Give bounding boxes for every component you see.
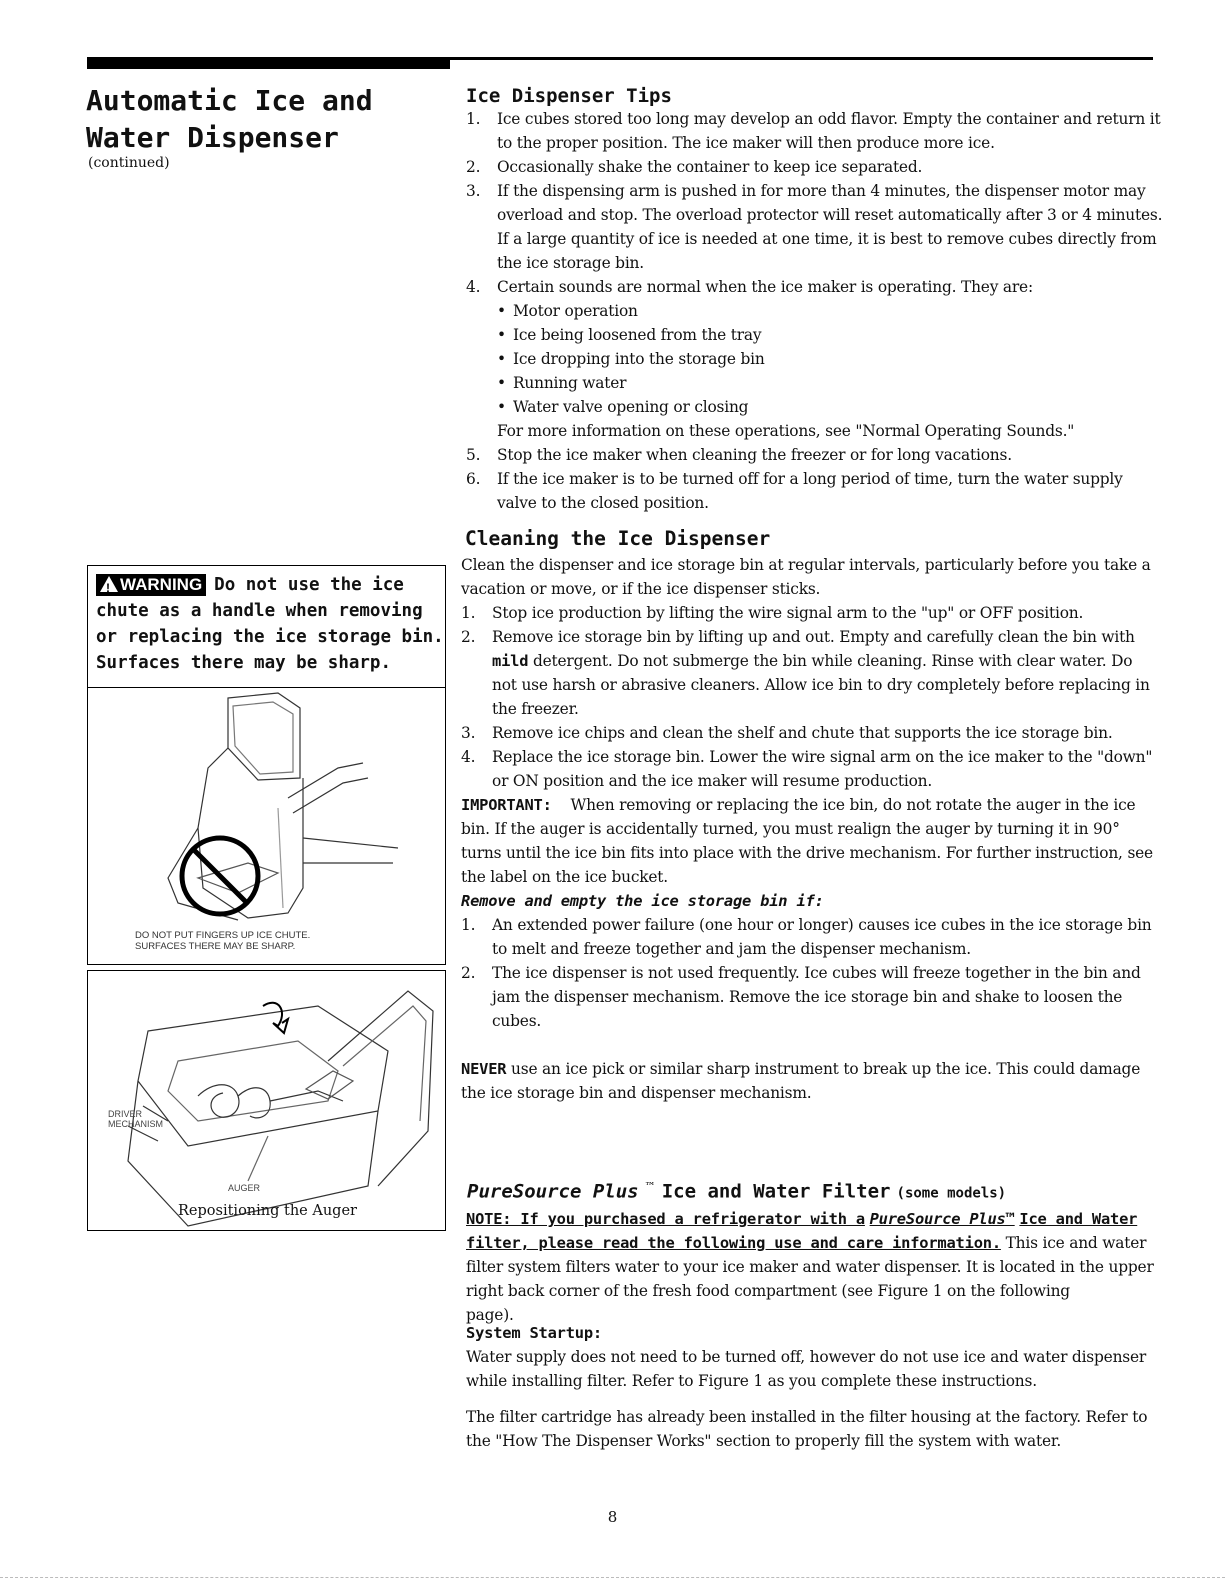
bottom-dashed-line: [0, 1577, 1225, 1578]
list-item: [466, 443, 1166, 467]
filter-title: Ice and Water Filter: [661, 1180, 891, 1203]
item-text: Occasionally shake the container to keep ice separated.: [497, 158, 923, 176]
never-label: NEVER: [461, 1060, 507, 1078]
item-number: 1.: [461, 604, 476, 622]
sounds-note: For more information on these operations, see "Normal Operating Sounds.": [497, 422, 1075, 440]
filter-some-models: (some models): [896, 1185, 1007, 1202]
cleaning-section: [461, 553, 1161, 1105]
list-item: [466, 155, 1166, 179]
filter-heading: [467, 1180, 1006, 1202]
item-text: Stop the ice maker when cleaning the freezer or for long vacations.: [497, 446, 1012, 464]
item-number: 2.: [466, 158, 481, 176]
startup-text: Water supply does not need to be turned off, however do not use ice and water dispenser while installing filter. Refer to Figure 1 as you complete these instructions.: [466, 1348, 1147, 1390]
warning-text-block: [96, 572, 446, 676]
never-text: use an ice pick or similar sharp instrument to break up the ice. This could damage the ice storage bin and dispenser mechanism.: [461, 1060, 1141, 1102]
item-text: Certain sounds are normal when the ice maker is operating. They are:: [497, 278, 1033, 296]
never-warning: [461, 1057, 1161, 1105]
item-number: 1.: [461, 916, 476, 934]
filter-note: [466, 1207, 1166, 1303]
figure2-caption: Repositioning the Auger: [178, 1203, 357, 1219]
figure-auger: [87, 970, 446, 1231]
trademark-mark: ™: [644, 1180, 656, 1193]
warning-message: Do not use the ice chute as a handle when removing or replacing the ice storage bin. Surfaces there may be sharp.: [96, 575, 444, 673]
ice-chute-illustration: [88, 688, 444, 964]
item-number: 4.: [466, 278, 481, 296]
list-item: [461, 601, 1161, 625]
figure-ice-chute: [87, 687, 446, 965]
item-text: Replace the ice storage bin. Lower the wire signal arm on the ice maker to the "down" or ON position and the ice maker will resume production.: [492, 748, 1153, 790]
important-note: [461, 793, 1161, 889]
bullet-item: • Water valve opening or closing: [466, 395, 1166, 419]
item-number: 3.: [466, 182, 481, 200]
label-auger: AUGER: [228, 1183, 261, 1193]
item-number: 1.: [466, 110, 481, 128]
list-item: [466, 275, 1166, 299]
item-text: Ice cubes stored too long may develop an odd flavor. Empty the container and return it to the proper position. The ice maker will then produce more ice.: [497, 110, 1161, 152]
header-rule-thin: [450, 57, 1153, 60]
important-label: IMPORTANT:: [461, 796, 552, 814]
figure1-caption-line1: DO NOT PUT FINGERS UP ICE CHUTE.: [135, 930, 311, 941]
cleaning-intro: Clean the dispenser and ice storage bin at regular intervals, particularly before you take a vacation or move, or if the ice dispenser sticks.: [461, 556, 1151, 598]
section-subtitle: (continued): [88, 155, 170, 171]
item-number: 4.: [461, 748, 476, 766]
figure1-caption-line2: SURFACES THERE MAY BE SHARP.: [135, 941, 296, 952]
tips-heading: Ice Dispenser Tips: [466, 85, 672, 107]
label-mechanism: MECHANISM: [108, 1119, 164, 1129]
bullet-item: • Motor operation: [466, 299, 1166, 323]
item-number: 6.: [466, 470, 481, 488]
item-text: Stop ice production by lifting the wire signal arm to the "up" or OFF position.: [492, 604, 1084, 622]
final-text: The filter cartridge has already been installed in the filter housing at the factory. Refer to the "How The Dispenser Works" section to properly fill the system with water.: [466, 1408, 1148, 1450]
item-text: Remove ice chips and clean the shelf and chute that supports the ice storage bin.: [492, 724, 1113, 742]
warning-badge-label: WARNING: [120, 575, 203, 594]
item-number: 5.: [466, 446, 481, 464]
list-item: [466, 467, 1166, 515]
remove-heading: Remove and empty the ice storage bin if:: [461, 892, 824, 910]
warning-triangle-icon: [100, 576, 118, 592]
list-item: [461, 745, 1161, 793]
filter-brand: PureSource Plus: [467, 1180, 639, 1203]
list-item: [461, 625, 1161, 721]
item-text: If the dispensing arm is pushed in for more than 4 minutes, the dispenser motor may overload and stop. The overload protector will reset automatically after 3 or 4 minutes. If a large quantity of ice is needed at one time, it is best to remove cubes directly from the ice storage bin.: [497, 182, 1163, 272]
bullet-item: • Running water: [466, 371, 1166, 395]
item-number: 2.: [461, 628, 476, 646]
list-item: [461, 961, 1161, 1033]
bullet-item: • Ice dropping into the storage bin: [466, 347, 1166, 371]
note-brand: PureSource Plus™: [869, 1210, 1015, 1228]
item-number: 2.: [461, 964, 476, 982]
section-title: Automatic Ice and Water Dispenser: [86, 84, 373, 154]
item-text: Remove ice storage bin by lifting up and out. Empty and carefully clean the bin with: [492, 628, 1135, 646]
filter-section: [466, 1207, 1166, 1453]
page-number: 8: [607, 1508, 618, 1526]
note-lead-2: Ice and Water filter, please read the following use and care information.: [466, 1210, 1138, 1252]
label-driver: DRIVER: [108, 1109, 143, 1119]
item-text: detergent. Do not submerge the bin while cleaning. Rinse with clear water. Do not use harsh or abrasive cleaners. Allow ice bin to dry completely before replacing in the freezer.: [492, 652, 1150, 718]
emphasis-mild: mild: [492, 652, 529, 670]
important-text: When removing or replacing the ice bin, do not rotate the auger in the ice bin. If the auger is accidentally turned, you must realign the auger by turning it in 90° turns until the ice bin fits into place with the drive mechanism. For further instruction, see the label on the ice bucket.: [461, 796, 1153, 886]
startup-heading: System Startup:: [466, 1324, 602, 1342]
note-page: page).: [466, 1306, 514, 1324]
list-item: [461, 721, 1161, 745]
item-text: If the ice maker is to be turned off for a long period of time, turn the water supply valve to the closed position.: [497, 470, 1123, 512]
item-number: 3.: [461, 724, 476, 742]
note-lead: NOTE: If you purchased a refrigerator with a: [466, 1210, 865, 1228]
cleaning-heading: Cleaning the Ice Dispenser: [465, 527, 771, 550]
list-item: [461, 913, 1161, 961]
bullet-item: • Ice being loosened from the tray: [466, 323, 1166, 347]
header-rule-thick: [87, 57, 450, 69]
item-text: The ice dispenser is not used frequently. Ice cubes will freeze together in the bin and jam the dispenser mechanism. Remove the ice storage bin and shake to loosen the cubes.: [492, 964, 1141, 1030]
tips-list: [466, 107, 1166, 515]
auger-illustration: [88, 971, 444, 1230]
list-item: [466, 179, 1166, 275]
warning-badge: [96, 574, 206, 596]
note-body: This ice and water filter system filters water to your ice maker and water dispenser. It is located in the upper right back corner of the fresh food compartment (see Figure 1 on the following: [466, 1234, 1154, 1300]
list-item: [466, 107, 1166, 155]
item-text: An extended power failure (one hour or longer) causes ice cubes in the ice storage bin to melt and freeze together and jam the dispenser mechanism.: [492, 916, 1152, 958]
